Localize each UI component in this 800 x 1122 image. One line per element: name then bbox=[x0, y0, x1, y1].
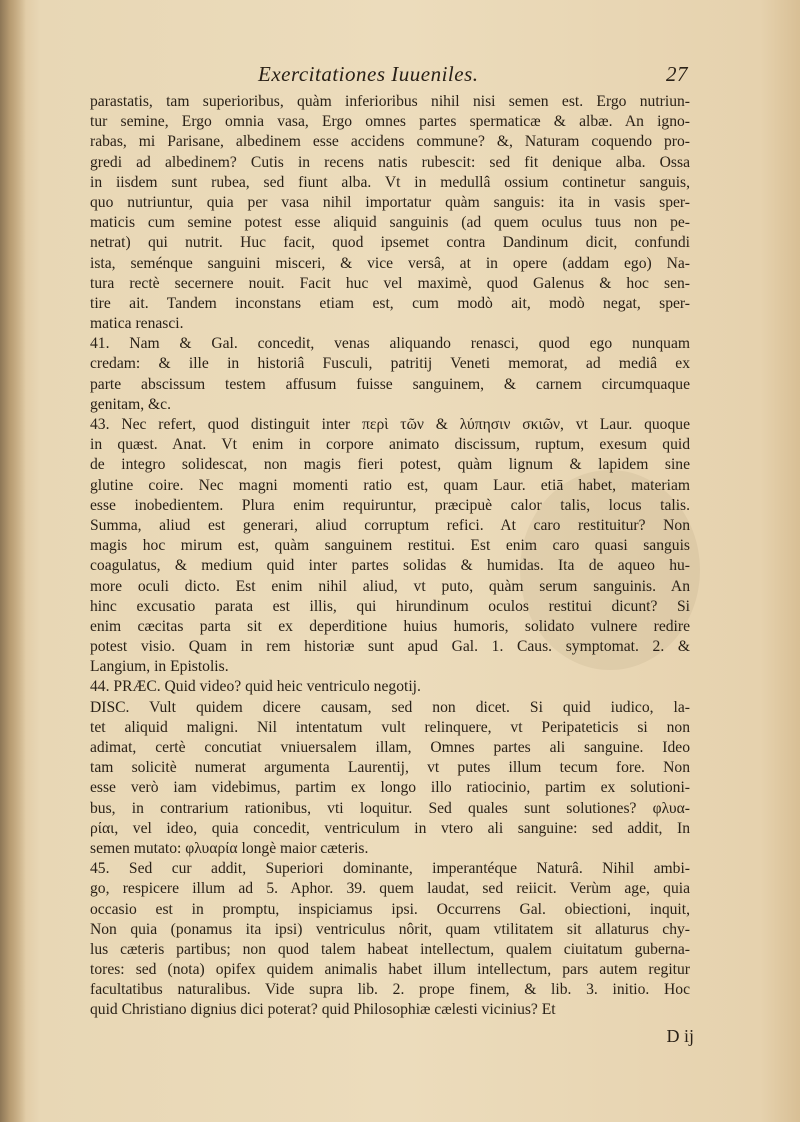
text-line: Non quia (ponamus ita ipsi) ventriculus nôrit, quam vtilitatem sit allaturus chy- bbox=[90, 920, 690, 938]
text-line: hinc excusatio parata est illis, qui hirundinum oculos restitui dicunt? Si bbox=[90, 597, 690, 615]
text-line: facultatibus naturalibus. Vide supra lib. 2. prope finem, & lib. 3. initio. Hoc bbox=[90, 981, 690, 999]
text-line: parastatis, tam superioribus, quàm inferioribus nihil nisi semen est. Ergo nutriun- bbox=[90, 93, 690, 110]
text-line: ista, seménque sanguini misceri, & vice versâ, at in opere (addam ego) Na- bbox=[90, 254, 690, 272]
text-line: go, respicere illum ad 5. Aphor. 39. quem laudat, sed reiicit. Verùm age, quia bbox=[90, 880, 690, 898]
text-line: potest visio. Quam in rem historiæ sunt apud Gal. 1. Caus. symptomat. 2. & bbox=[90, 638, 690, 656]
body-text bbox=[90, 92, 690, 1021]
binding-gutter bbox=[0, 0, 26, 1122]
text-line: 43. Nec refert, quod distinguit inter περὶ τῶν & λύπησιν σκιῶν, vt Laur. quoque bbox=[90, 416, 690, 433]
text-line: semen mutato: φλυαρία longè maior cæteris. bbox=[90, 839, 369, 857]
text-line: lus cæteris partibus; non quod talem habeat intellectum, qualem ciuitatum guberna- bbox=[90, 940, 690, 958]
text-line: credam: & ille in historiâ Fusculi, patritij Veneti memorat, ad mediâ ex bbox=[90, 355, 690, 373]
text-line: glutine coire. Nec magni momenti ratio est, quam Laur. etiā habet, materiam bbox=[90, 476, 690, 494]
text-line: esse inobedientem. Plura enim requiruntur, præcipuè calor talis, locus talis. bbox=[90, 496, 690, 514]
text-line: Summa, aliud est generari, aliud corruptum refici. At caro restituitur? Non bbox=[90, 516, 690, 534]
text-line: tet aliquid maligni. Nil intentatum vult relinquere, vt Peripateticis si non bbox=[90, 718, 690, 736]
text-line: genitam, &c. bbox=[90, 395, 171, 413]
text-line: tores: sed (nota) opifex quidem animalis habet illum intellectum, pars autem regitur bbox=[90, 961, 690, 979]
text-line: tire ait. Tandem inconstans etiam est, cum modò ait, modò negat, sper- bbox=[90, 294, 690, 312]
text-line: esse verò iam videbimus, partim ex longo illo ratiocinio, partim ex solutioni- bbox=[90, 779, 690, 797]
text-line: more oculi dicto. Est enim nihil aliud, vt puto, quàm serum sanguinis. An bbox=[90, 577, 690, 595]
running-title: Exercitationes Iuueniles. bbox=[258, 62, 479, 86]
text-line: tura rectè secernere nouit. Facit huc vel maximè, quod Galenus & hoc sen- bbox=[90, 274, 690, 292]
text-line: bus, in contrarium rationibus, vti loquitur. Sed quales sunt solutiones? φλυα- bbox=[90, 799, 690, 817]
text-line: Langium, in Epistolis. bbox=[90, 658, 229, 676]
text-line: quo nutriuntur, quia per vasa nihil importatur quàm sanguis: ita in vasis sper- bbox=[90, 193, 690, 211]
text-line: 41. Nam & Gal. concedit, venas aliquando renasci, quod ego nunquam bbox=[90, 335, 690, 353]
text-line: in quæst. Anat. Vt enim in corpore animato discissum, ruptum, exesum quid bbox=[90, 436, 690, 454]
text-line: in iisdem sunt rubea, sed fiunt alba. Vt in medullâ ossium continetur sanguis, bbox=[90, 173, 690, 191]
text-line: de integro solidescat, non magis fieri potest, quàm lignum & lapidem sine bbox=[90, 456, 690, 474]
text-line: parte abscissum testem affusum fuisse sanguinem, & carnem circumquaque bbox=[90, 375, 690, 393]
text-line: gredi ad albedinem? Cutis in recens natis rubescit: sed fit denique alba. Ossa bbox=[90, 153, 690, 171]
text-line: tur semine, Ergo omnia vasa, Ergo omnes partes spermaticæ & albæ. An igno- bbox=[90, 113, 690, 131]
text-line: matica renasci. bbox=[90, 315, 184, 333]
text-line: DISC. Vult quidem dicere causam, sed non dicet. Si quid iudico, la- bbox=[90, 698, 690, 716]
text-line: ρίαι, vel ideo, quia concedit, ventriculum in vtero ali sanguine: sed addit, In bbox=[90, 819, 690, 837]
signature-mark: D ij bbox=[666, 1026, 694, 1046]
text-line: 45. Sed cur addit, Superiori dominante, imperantéque Naturâ. Nihil ambi- bbox=[90, 860, 690, 878]
text-line: coagulatus, & medium quid inter partes solidas & humidas. Ita de aqueo hu- bbox=[90, 557, 690, 575]
text-line: tam solicitè numerat argumenta Laurentij, vt putes illum tecum fore. Non bbox=[90, 759, 690, 777]
page-number: 27 bbox=[666, 62, 688, 86]
text-line: maticis cum semine potest esse aliquid sanguinis (ad quem oculus tuus non pe- bbox=[90, 214, 690, 232]
text-line: 44. PRÆC. Quid video? quid heic ventriculo negotij. bbox=[90, 678, 421, 696]
text-line: magis hoc mirum est, quàm sanguinem restitui. Est enim caro quasi sanguis bbox=[90, 537, 690, 555]
text-line: rabas, mi Parisane, albedinem esse accidens commune? &, Naturam coquendo pro- bbox=[90, 133, 690, 151]
text-line: quid Christiano dignius dici poterat? quid Philosophiæ cælesti vicinius? Et bbox=[90, 1001, 556, 1019]
text-line: enim cæcitas parta sit ex deperditione huius humoris, solidato vulnere redire bbox=[90, 617, 690, 635]
text-line: netrat) qui nutrit. Huc facit, quod ipsemet contra Dandinum dicit, confundi bbox=[90, 234, 690, 252]
text-line: occasio est in promptu, inspiciamus ipsi. Occurrens Gal. obiectioni, inquit, bbox=[90, 900, 690, 918]
page-header bbox=[258, 62, 688, 92]
text-line: adimat, certè concutiat vniuersalem illam, Omnes partes ali sanguine. Ideo bbox=[90, 739, 690, 756]
